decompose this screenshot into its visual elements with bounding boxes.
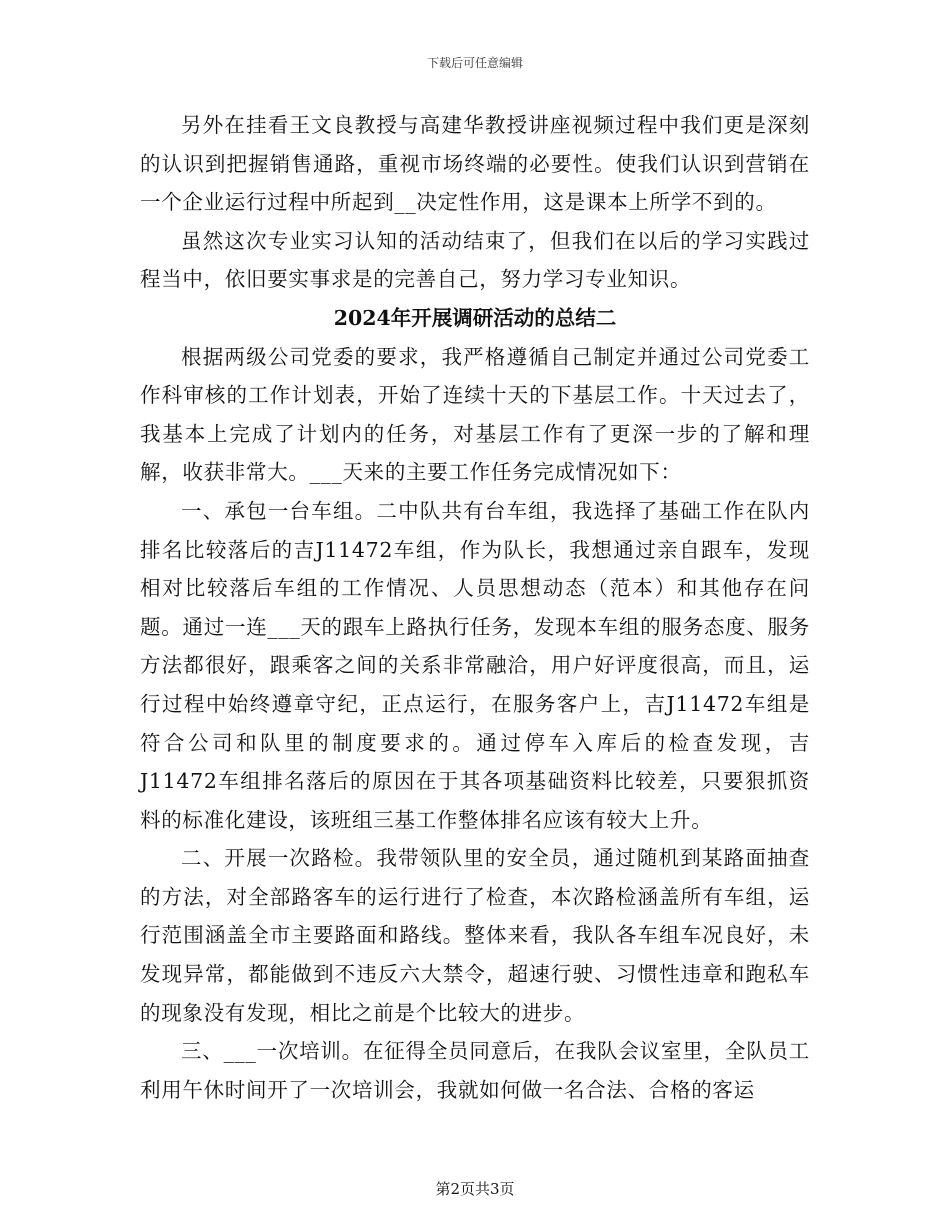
paragraph: 三、___一次培训。在征得全员同意后，在我队会议室里，全队员工利用午休时间开了一次培训会，我就如何做一名合法、合格的客运 [140, 1039, 810, 1102]
section-title: 2024年开展调研活动的总结二 [333, 305, 617, 330]
document-body [140, 106, 810, 1109]
paragraph: 根据两级公司党委的要求，我严格遵循自己制定并通过公司党委工作科审核的工作计划表，开始了连续十天的下基层工作。十天过去了，我基本上完成了计划内的任务，对基层工作有了更深一步的了解和理解，收获非常大。___天来的主要工作任务完成情况如下： [140, 344, 810, 485]
paragraph: 二、开展一次路检。我带领队里的安全员，通过随机到某路面抽查的方法，对全部路客车的运行进行了检查，本次路检涵盖所有车组，运行范围涵盖全市主要路面和路线。整体来看，我队各车组车况良好，未发现异常，都能做到不违反六大禁令，超速行驶、习惯性违章和跑私车的现象没有发现，相比之前是个比较大的进步。 [140, 846, 810, 1025]
paragraph: 另外在挂看王文良教授与高建华教授讲座视频过程中我们更是深刻的认识到把握销售通路，重视市场终端的必要性。使我们认识到营销在一个企业运行过程中所起到__决定性作用，这是课本上所学不到的。 [140, 113, 810, 215]
page-number: 第2页共3页 [435, 1180, 515, 1198]
paragraph: 虽然这次专业实习认知的活动结束了，但我们在以后的学习实践过程当中，依旧要实事求是的完善自己，努力学习专业知识。 [140, 228, 810, 292]
paragraph: 一、承包一台车组。二中队共有台车组，我选择了基础工作在队内排名比较落后的吉J11472车组，作为队长，我想通过亲自跟车，发现相对比较落后车组的工作情况、人员思想动态（范本）和其他存在问题。通过一连___天的跟车上路执行任务，发现本车组的服务态度、服务方法都很好，跟乘客之间的关系非常融洽，用户好评度很高，而且，运行过程中始终遵章守纪，正点运行，在服务客户上，吉J11472车组是符合公司和队里的制度要求的。通过停车入库后的检查发现，吉J11472车组排名落后的原因在于其各项基础资料比较差，只要狠抓资料的标准化建设，该班组三基工作整体排名应该有较大上升。 [140, 498, 810, 832]
page-header: 下载后可任意编辑 [426, 56, 523, 70]
